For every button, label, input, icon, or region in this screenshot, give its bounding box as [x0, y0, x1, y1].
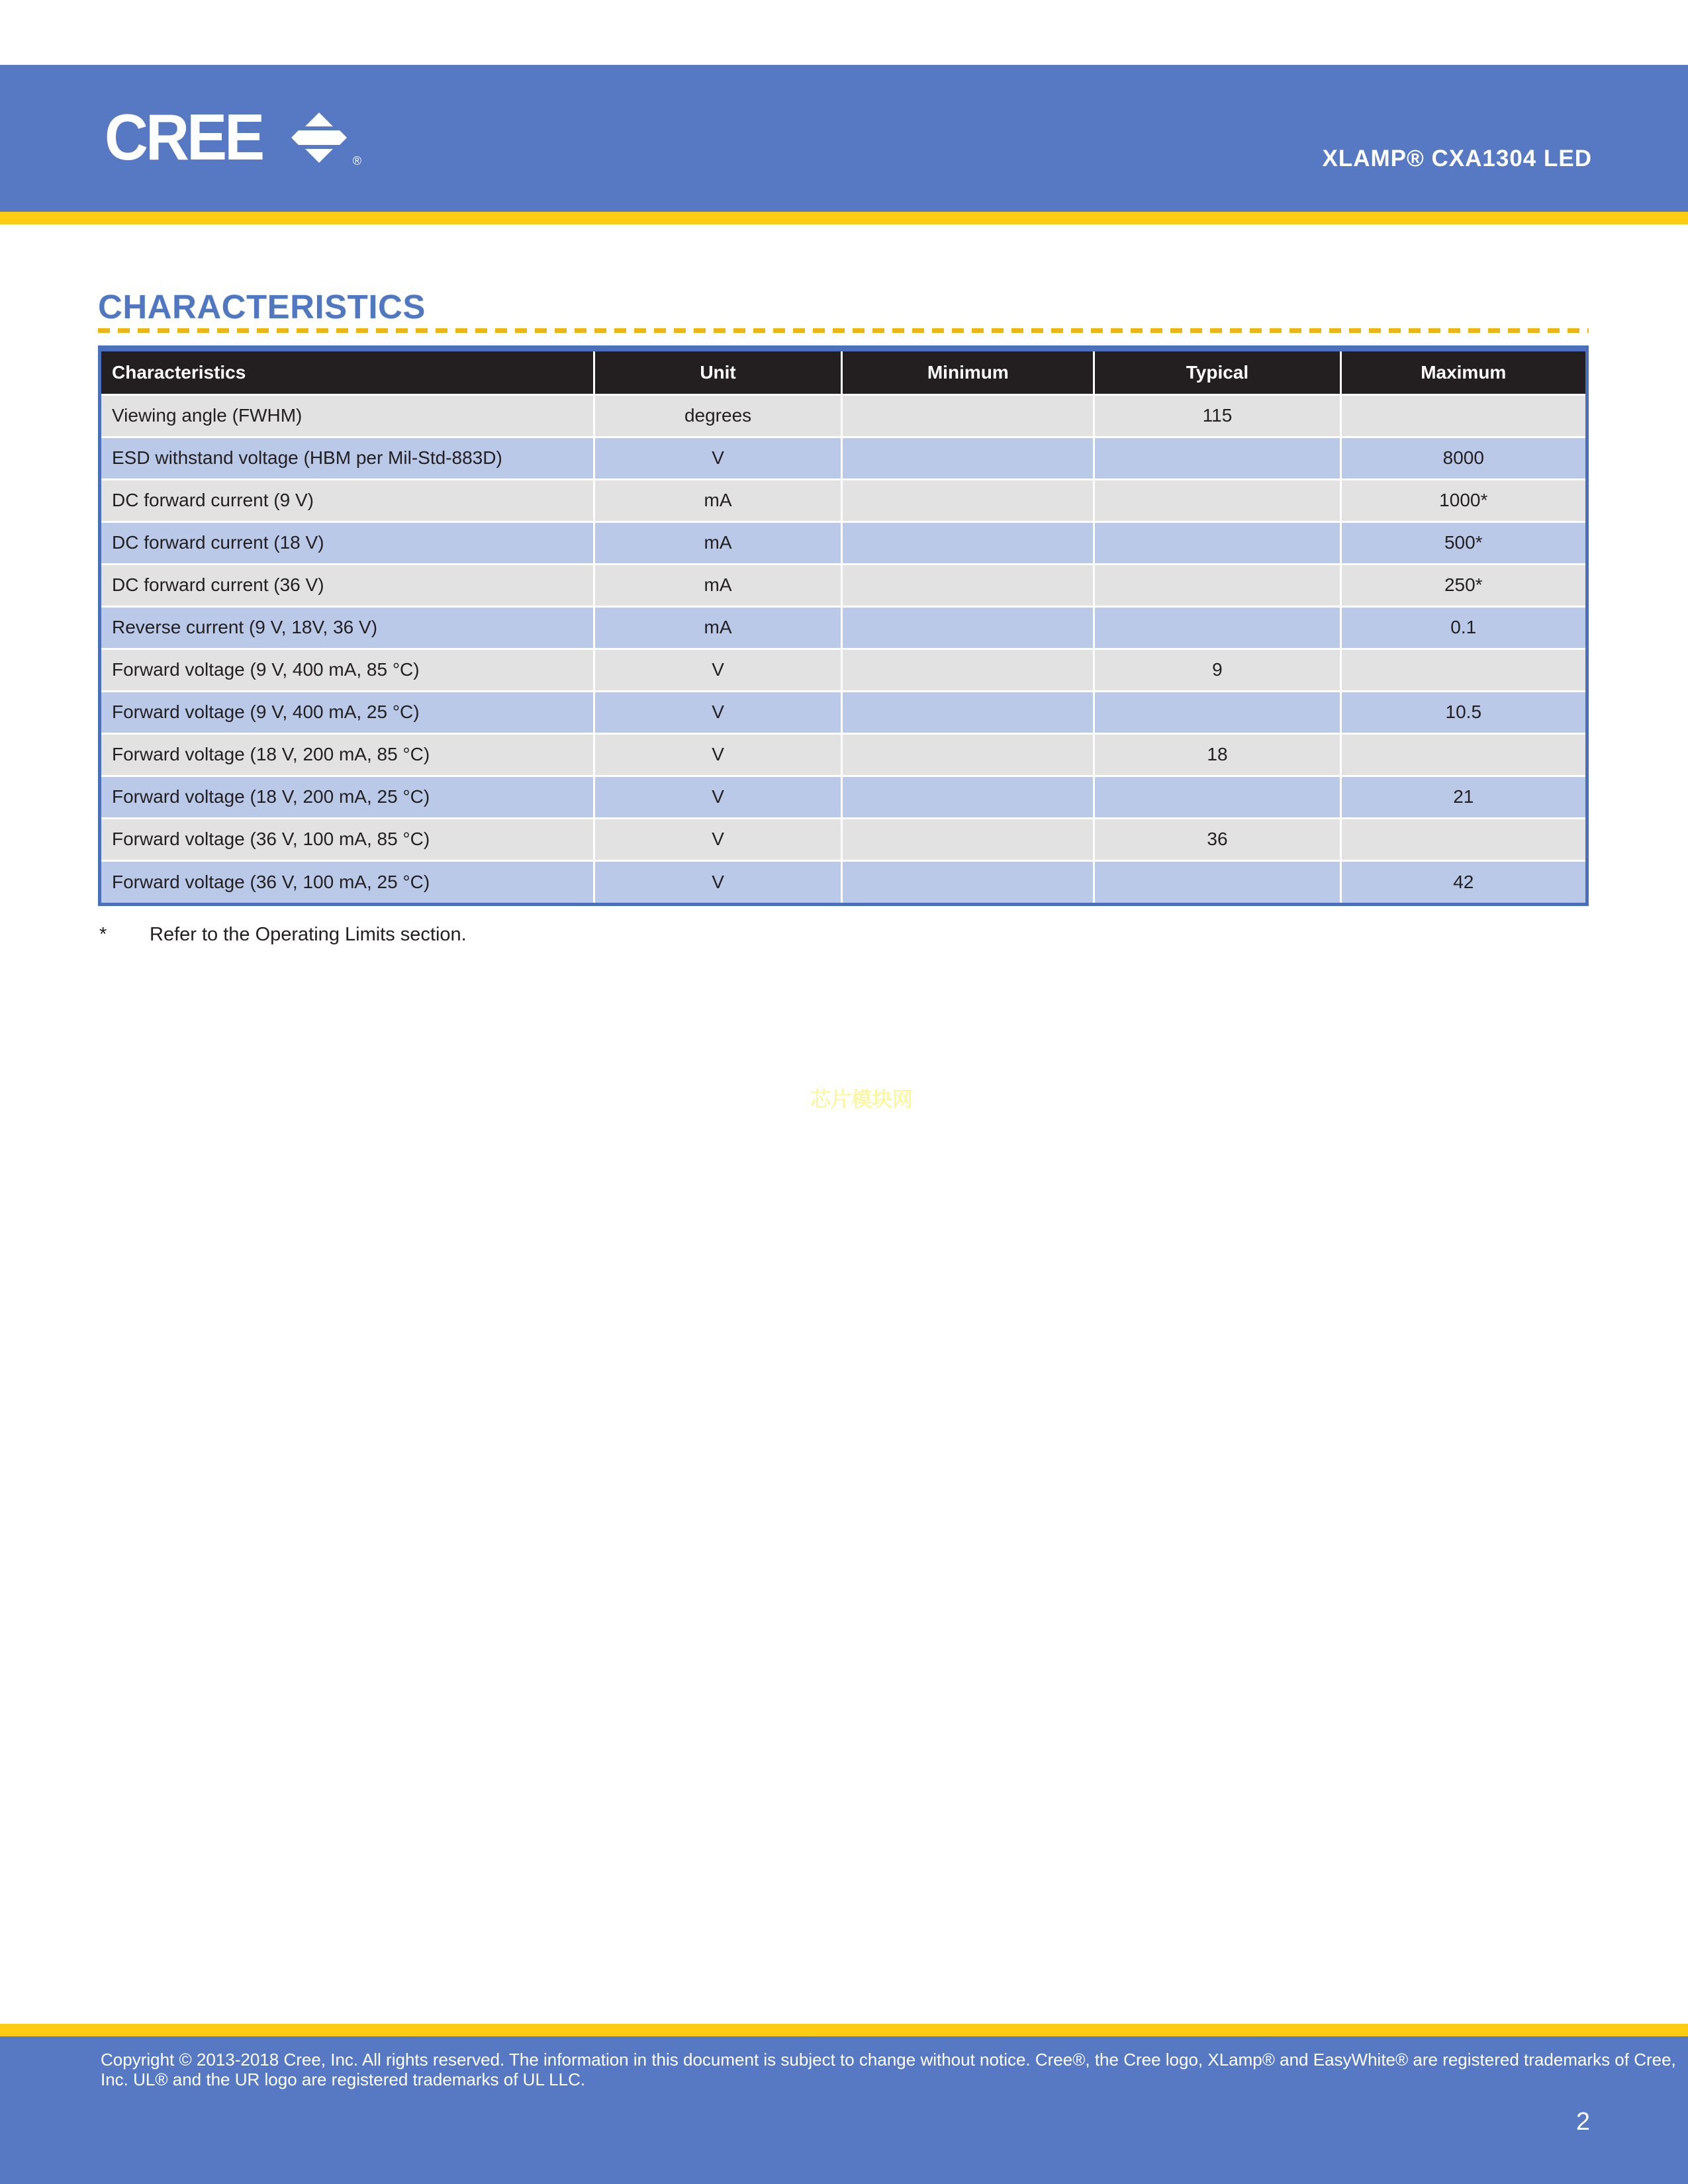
cell-typical: 36 — [1094, 818, 1340, 860]
column-header-minimum: Minimum — [842, 351, 1094, 394]
table-row — [101, 649, 1585, 691]
page-number: 2 — [1575, 2108, 1590, 2136]
section-title: CHARACTERISTICS — [98, 288, 426, 326]
cell-unit: V — [594, 691, 841, 733]
cell-maximum — [1340, 394, 1585, 437]
table-row — [101, 522, 1585, 564]
cell-maximum: 10.5 — [1340, 691, 1585, 733]
cell-typical: 115 — [1094, 394, 1340, 437]
cell-unit: mA — [594, 522, 841, 564]
cell-maximum — [1340, 733, 1585, 776]
table-row — [101, 733, 1585, 776]
cell-characteristic: DC forward current (9 V) — [101, 479, 594, 522]
characteristics-table-grid — [101, 351, 1585, 903]
cell-minimum — [842, 691, 1094, 733]
section-divider — [98, 328, 1589, 333]
cell-typical — [1094, 776, 1340, 818]
column-header-unit: Unit — [594, 351, 841, 394]
cell-unit: V — [594, 733, 841, 776]
arrow-up-icon — [305, 113, 333, 126]
cell-unit: mA — [594, 479, 841, 522]
cell-characteristic: Forward voltage (36 V, 100 mA, 25 °C) — [101, 860, 594, 903]
product-title: XLAMP® CXA1304 LED — [1322, 146, 1592, 171]
header-accent-stripe — [0, 212, 1688, 224]
cell-characteristic: Reverse current (9 V, 18V, 36 V) — [101, 606, 594, 649]
cell-unit: mA — [594, 606, 841, 649]
cree-arrows-icon — [291, 113, 361, 167]
cell-characteristic: Forward voltage (9 V, 400 mA, 25 °C) — [101, 691, 594, 733]
cell-characteristic: Forward voltage (9 V, 400 mA, 85 °C) — [101, 649, 594, 691]
table-row — [101, 437, 1585, 479]
footnote-text: Refer to the Operating Limits section. — [150, 924, 467, 945]
cell-unit: V — [594, 437, 841, 479]
cell-minimum — [842, 564, 1094, 606]
cell-minimum — [842, 522, 1094, 564]
table-row — [101, 776, 1585, 818]
registered-mark: ® — [352, 154, 361, 167]
cell-unit: V — [594, 860, 841, 903]
cell-unit: mA — [594, 564, 841, 606]
table-row — [101, 479, 1585, 522]
cell-unit: V — [594, 649, 841, 691]
cell-maximum: 8000 — [1340, 437, 1585, 479]
cell-maximum: 21 — [1340, 776, 1585, 818]
cell-minimum — [842, 733, 1094, 776]
column-header-characteristics: Characteristics — [101, 351, 594, 394]
column-header-maximum: Maximum — [1340, 351, 1585, 394]
arrow-bar-icon — [291, 130, 347, 145]
footnote-marker: * — [99, 924, 107, 945]
table-row — [101, 564, 1585, 606]
arrow-down-icon — [305, 149, 333, 163]
cell-minimum — [842, 860, 1094, 903]
table-row — [101, 860, 1585, 903]
cell-typical — [1094, 691, 1340, 733]
cell-minimum — [842, 606, 1094, 649]
watermark: 芯片模块网 — [810, 1088, 913, 1111]
cell-maximum: 0.1 — [1340, 606, 1585, 649]
cell-unit: V — [594, 818, 841, 860]
footer-accent-stripe — [0, 2024, 1688, 2036]
cell-minimum — [842, 818, 1094, 860]
cell-characteristic: ESD withstand voltage (HBM per Mil-Std-883D) — [101, 437, 594, 479]
cell-typical — [1094, 606, 1340, 649]
cell-unit: V — [594, 776, 841, 818]
page-header — [0, 65, 1688, 212]
cell-typical — [1094, 564, 1340, 606]
cell-minimum — [842, 776, 1094, 818]
copyright-line-2: Inc. UL® and the UR logo are registered trademarks of UL LLC. — [101, 2070, 586, 2089]
cell-maximum: 500* — [1340, 522, 1585, 564]
table-row — [101, 691, 1585, 733]
cell-minimum — [842, 649, 1094, 691]
cell-characteristic: Forward voltage (18 V, 200 mA, 25 °C) — [101, 776, 594, 818]
cell-typical — [1094, 437, 1340, 479]
cell-maximum: 1000* — [1340, 479, 1585, 522]
copyright-text — [101, 2050, 1676, 2089]
cell-typical — [1094, 522, 1340, 564]
page-footer — [0, 2036, 1688, 2184]
cell-maximum: 250* — [1340, 564, 1585, 606]
cell-characteristic: DC forward current (18 V) — [101, 522, 594, 564]
cell-minimum — [842, 479, 1094, 522]
table-row — [101, 818, 1585, 860]
cell-unit: degrees — [594, 394, 841, 437]
copyright-line-1: Copyright © 2013-2018 Cree, Inc. All rights reserved. The information in this document is subject to change without notice. Cree®, the Cree logo, XLamp® and EasyWhite® are registered trademarks of Cree, — [101, 2050, 1676, 2070]
footnote — [99, 924, 467, 946]
table-row — [101, 606, 1585, 649]
cell-characteristic: Forward voltage (18 V, 200 mA, 85 °C) — [101, 733, 594, 776]
table-header-row — [101, 351, 1585, 394]
cell-characteristic: Forward voltage (36 V, 100 mA, 85 °C) — [101, 818, 594, 860]
cell-typical — [1094, 860, 1340, 903]
cell-minimum — [842, 437, 1094, 479]
cell-typical: 9 — [1094, 649, 1340, 691]
characteristics-table — [98, 345, 1589, 906]
cree-logo — [105, 101, 361, 173]
cree-logo-text: CREE — [105, 101, 263, 173]
cell-characteristic: DC forward current (36 V) — [101, 564, 594, 606]
cell-typical: 18 — [1094, 733, 1340, 776]
cell-maximum — [1340, 818, 1585, 860]
table-row — [101, 394, 1585, 437]
cell-characteristic: Viewing angle (FWHM) — [101, 394, 594, 437]
cell-maximum: 42 — [1340, 860, 1585, 903]
cell-typical — [1094, 479, 1340, 522]
cell-maximum — [1340, 649, 1585, 691]
cell-minimum — [842, 394, 1094, 437]
column-header-typical: Typical — [1094, 351, 1340, 394]
